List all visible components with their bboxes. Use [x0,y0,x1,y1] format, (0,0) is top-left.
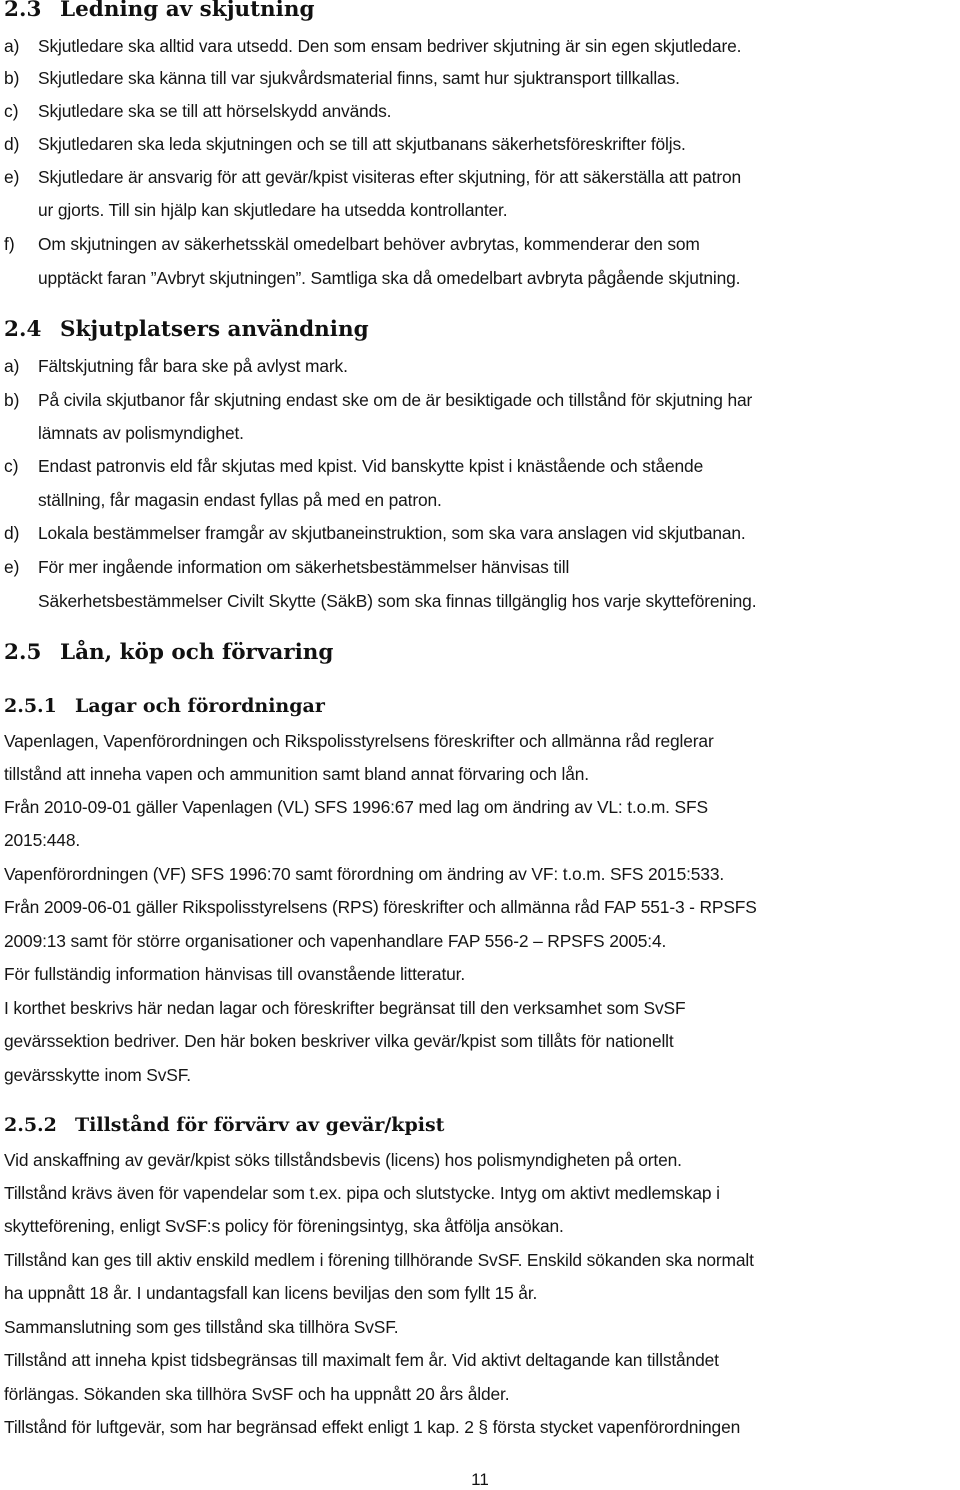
list-item-text: ställning, får magasin endast fyllas på med en patron. [38,490,442,510]
paragraph-line: Tillstånd att inneha kpist tidsbegränsas till maximalt fem år. Vid aktivt deltagande kan tillståndet [4,1350,719,1370]
section-title: Ledning av skjutning [60,0,315,22]
paragraph-line: Tillstånd krävs även för vapendelar som t.ex. pipa och slutstycke. Intyg om aktivt medlemskap i [4,1183,720,1203]
section-number: 2.4 [4,317,42,342]
list-item-text: Skjutledaren ska leda skjutningen och se till att skjutbanans säkerhetsföreskrifter följs. [38,134,686,154]
list-marker: b) [4,68,20,88]
paragraph-line: gevärsskytte inom SvSF. [4,1065,191,1085]
section-heading-2-4 [4,317,369,342]
paragraph-line: gevärssektion bedriver. Den här boken beskriver vilka gevär/kpist som tillåts för nationellt [4,1031,674,1051]
list-item-text: Endast patronvis eld får skjutas med kpist. Vid banskytte kpist i knästående och stående [38,456,704,476]
section-number: 2.5.2 [4,1114,57,1136]
paragraph-line: förlängas. Sökanden ska tillhöra SvSF och ha uppnått 20 års ålder. [4,1384,510,1404]
section-heading-2-5-1 [4,695,325,717]
list-marker: c) [4,456,19,476]
list-item-text: Fältskjutning får bara ske på avlyst mark. [38,356,348,376]
list-marker: c) [4,101,19,121]
list-item-text: ur gjorts. Till sin hjälp kan skjutledare ha utsedda kontrollanter. [38,200,508,220]
list-marker: b) [4,390,20,410]
section-heading-2-3 [4,0,315,22]
paragraph-line: I korthet beskrivs här nedan lagar och föreskrifter begränsat till den verksamhet som SvSF [4,998,686,1018]
list-marker: e) [4,167,20,187]
list-item-text: lämnats av polismyndighet. [38,423,244,443]
list-item-text: Skjutledare ska se till att hörselskydd används. [38,101,392,121]
list-marker: e) [4,557,20,577]
list-item-text: Skjutledare ska känna till var sjukvårdsmaterial finns, samt hur sjuktransport tillkallas. [38,68,680,88]
list-item-text: För mer ingående information om säkerhetsbestämmelser hänvisas till [38,557,570,577]
paragraph-line: Från 2010-09-01 gäller Vapenlagen (VL) SFS 1996:67 med lag om ändring av VL: t.o.m. SFS [4,797,708,817]
list-item-text: På civila skjutbanor får skjutning endast ske om de är besiktigade och tillstånd för skjutning har [38,390,753,410]
list-marker: d) [4,134,20,154]
paragraph-line: 2009:13 samt för större organisationer och vapenhandlare FAP 556-2 – RPSFS 2005:4. [4,931,667,951]
section-title: Lån, köp och förvaring [60,640,334,665]
list-item-text: Skjutledare är ansvarig för att gevär/kpist visiteras efter skjutning, för att säkerställa att patron [38,167,742,187]
section-number: 2.5 [4,640,42,665]
paragraph-line: Tillstånd för luftgevär, som har begränsad effekt enligt 1 kap. 2 § första stycket vapenförordningen [4,1417,741,1437]
paragraph-line: 2015:448. [4,830,81,850]
section-title: Lagar och förordningar [75,695,325,717]
paragraph-line: Tillstånd kan ges till aktiv enskild medlem i förening tillhörande SvSF. Enskild sökanden ska normalt [4,1250,754,1270]
list-marker: d) [4,523,20,543]
section-title: Tillstånd för förvärv av gevär/kpist [75,1114,445,1136]
list-item-text: Lokala bestämmelser framgår av skjutbaneinstruktion, som ska vara anslagen vid skjutbanan. [38,523,746,543]
paragraph-line: Sammanslutning som ges tillstånd ska tillhöra SvSF. [4,1317,399,1337]
list-marker: a) [4,356,20,376]
section-title: Skjutplatsers användning [60,317,369,342]
list-marker: f) [4,234,15,254]
section-number: 2.3 [4,0,42,22]
paragraph-line: Vid anskaffning av gevär/kpist söks tillståndsbevis (licens) hos polismyndigheten på orten. [4,1150,682,1170]
section-heading-2-5-2 [4,1114,444,1136]
list-item-text: upptäckt faran ”Avbryt skjutningen”. Samtliga ska då omedelbart avbryta pågående skjutning. [38,268,741,288]
paragraph-line: Från 2009-06-01 gäller Rikspolisstyrelsens (RPS) föreskrifter och allmänna råd FAP 551-3 - RPSFS [4,897,757,917]
list-item-text: Säkerhetsbestämmelser Civilt Skytte (SäkB) som ska finnas tillgänglig hos varje skytteförening. [38,591,757,611]
paragraph-line: Vapenförordningen (VF) SFS 1996:70 samt förordning om ändring av VF: t.o.m. SFS 2015:533. [4,864,725,884]
paragraph-line: Vapenlagen, Vapenförordningen och Rikspolisstyrelsens föreskrifter och allmänna råd reglerar [4,731,714,751]
section-number: 2.5.1 [4,695,57,717]
page-number: 11 [471,1470,489,1489]
paragraph-line: För fullständig information hänvisas till ovanstående litteratur. [4,964,466,984]
section-heading-2-5 [4,640,333,665]
list-item-text: Om skjutningen av säkerhetsskäl omedelbart behöver avbrytas, kommenderar den som [38,234,700,254]
paragraph-line: skytteförening, enligt SvSF:s policy för föreningsintyg, ska åtfölja ansökan. [4,1216,564,1236]
list-item-text: Skjutledare ska alltid vara utsedd. Den som ensam bedriver skjutning är sin egen skjutledare. [38,36,742,56]
list-marker: a) [4,36,20,56]
paragraph-line: tillstånd att inneha vapen och ammunition samt bland annat förvaring och lån. [4,764,589,784]
paragraph-line: ha uppnått 18 år. I undantagsfall kan licens beviljas den som fyllt 15 år. [4,1283,538,1303]
